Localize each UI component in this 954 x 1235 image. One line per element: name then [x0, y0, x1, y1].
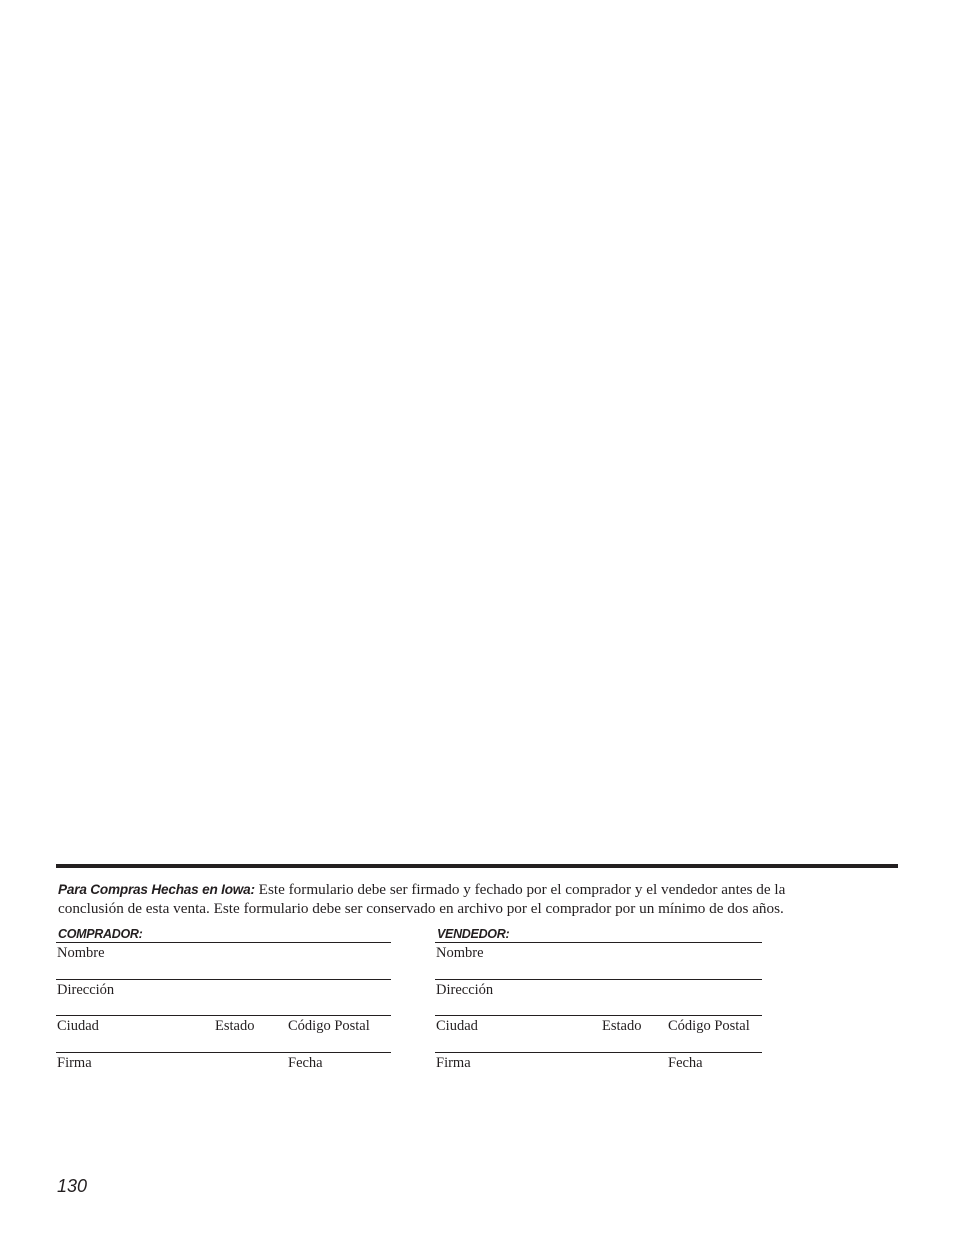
seller-section	[435, 926, 762, 1088]
buyer-zip-label: Código Postal	[288, 1018, 370, 1034]
buyer-signature-date-field[interactable]	[56, 1052, 391, 1089]
notice-text-1: Este formulario debe ser firmado y fechado por el comprador y el vendedor antes de la	[258, 881, 786, 898]
notice-lead: Para Compras Hechas en Iowa:	[58, 882, 255, 897]
seller-zip-label: Código Postal	[668, 1018, 750, 1034]
seller-address-field[interactable]	[435, 979, 762, 1016]
buyer-date-label: Fecha	[288, 1054, 323, 1071]
seller-signature-label: Firma	[436, 1054, 471, 1071]
buyer-name-field[interactable]	[56, 942, 391, 979]
seller-signature-date-field[interactable]	[435, 1052, 762, 1089]
buyer-title: COMPRADOR:	[58, 927, 143, 941]
buyer-address-label: Dirección	[57, 981, 115, 998]
seller-city-state-zip-field[interactable]	[435, 1015, 762, 1052]
seller-city-label: Ciudad	[436, 1018, 478, 1034]
seller-address-label: Dirección	[436, 981, 494, 998]
page-number: 130	[57, 1176, 88, 1196]
seller-state-label: Estado	[602, 1018, 642, 1034]
notice-line-1	[58, 880, 898, 899]
section-divider	[56, 864, 898, 868]
buyer-city-label: Ciudad	[57, 1018, 99, 1034]
seller-name-label: Nombre	[436, 945, 484, 961]
notice-text-2: conclusión de esta venta. Este formulario debe ser conservado en archivo por el comprador por un mínimo de dos años.	[58, 900, 784, 917]
iowa-notice	[58, 880, 898, 918]
buyer-city-state-zip-field[interactable]	[56, 1015, 391, 1052]
seller-date-label: Fecha	[668, 1054, 703, 1071]
buyer-signature-label: Firma	[57, 1054, 92, 1071]
seller-name-field[interactable]	[435, 942, 762, 979]
buyer-section	[56, 926, 391, 1088]
buyer-name-label: Nombre	[57, 945, 105, 961]
buyer-state-label: Estado	[215, 1018, 255, 1034]
buyer-address-field[interactable]	[56, 979, 391, 1016]
seller-title: VENDEDOR:	[437, 927, 510, 941]
